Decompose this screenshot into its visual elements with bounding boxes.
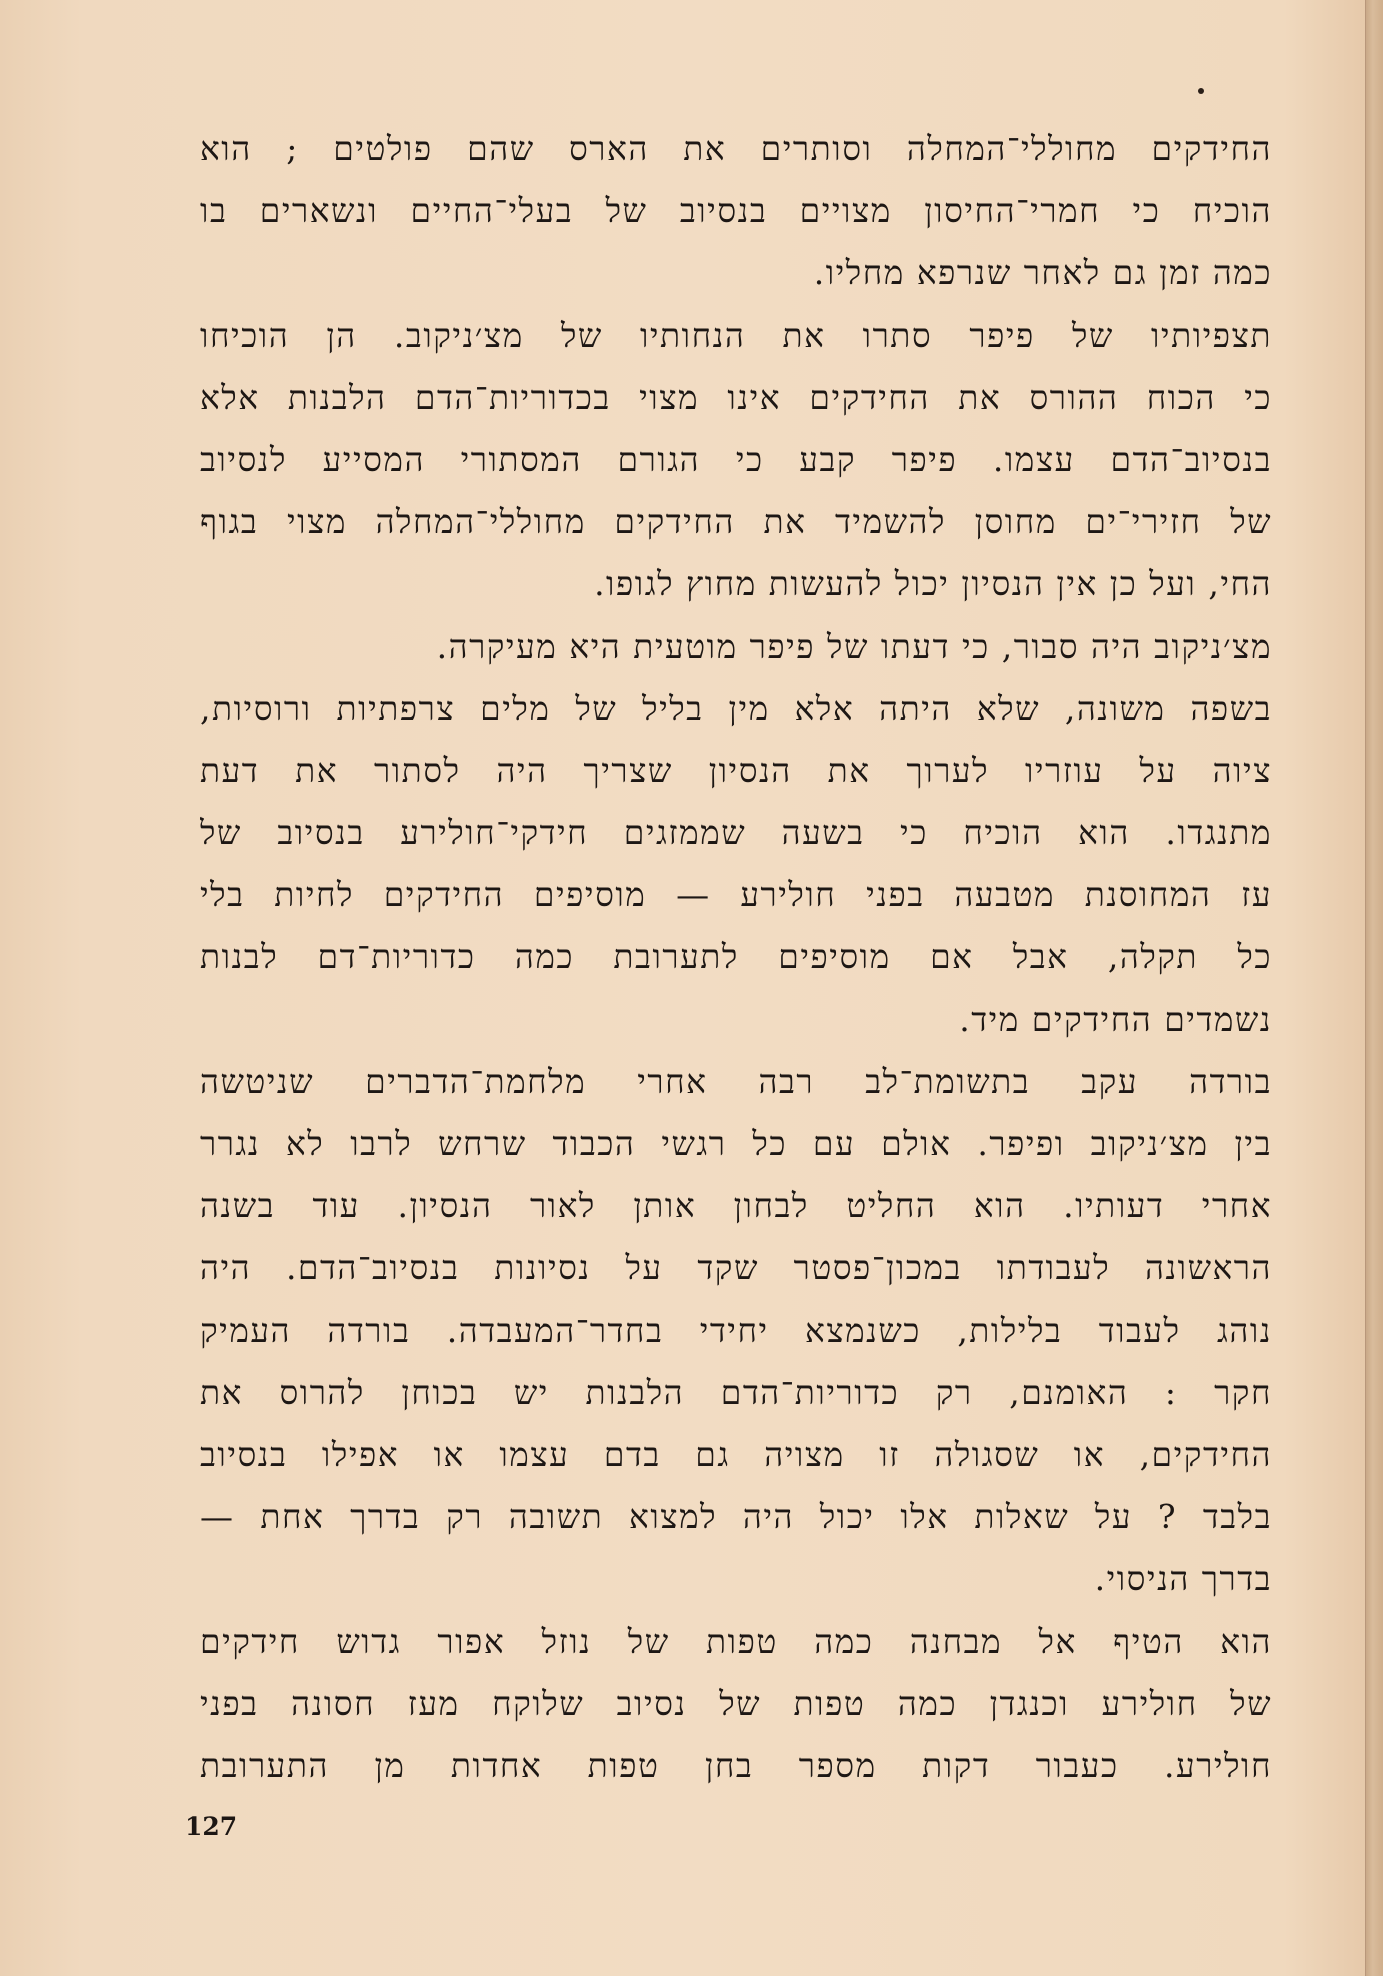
text-line: הראשונה לעבודתו במכון־פסטר שקד על נסיונות בנסיוב־הדם. היה — [200, 1248, 1272, 1288]
text-line: החידקים מחוללי־המחלה וסותרים את הארס שהם פולטים ; הוא — [200, 129, 1272, 168]
text-line: מצ׳ניקוב היה סבור, כי דעתו של פיפר מוטעית היא מעיקרה. — [436, 626, 1272, 666]
text-line: של חולירע וכנגדן כמה טפות של נסיוב שלוקח מעז חסונה בפני — [200, 1683, 1272, 1723]
text-line: בורדה עקב בתשומת־לב רבה אחרי מלחמת־הדברים שניטשה — [200, 1061, 1272, 1101]
text-line: מתנגדו. הוא הוכיח כי בשעה שממזגים חידקי־חולירע בנסיוב של — [200, 813, 1272, 853]
text-line: כי הכוח ההורס את החידקים אינו מצוי בכדוריות־הדם הלבנות אלא — [200, 377, 1272, 417]
text-line: בלבד ? על שאלות אלו יכול היה למצוא תשובה רק בדרך אחת — — [200, 1497, 1272, 1537]
text-line: חקר : האומנם, רק כדוריות־הדם הלבנות יש בכוחן להרוס את — [200, 1372, 1272, 1412]
text-line: בדרך הניסוי. — [1094, 1559, 1272, 1599]
text-line: נשמדים החידקים מיד. — [959, 999, 1272, 1039]
text-line: כמה זמן גם לאחר שנרפא מחליו. — [813, 253, 1272, 293]
text-line: נוהג לעבוד בלילות, כשנמצא יחידי בחדר־המעבדה. בורדה העמיק — [200, 1310, 1272, 1350]
text-line: ציוה על עוזריו לערוך את הנסיון שצריך היה לסתור את דעת — [200, 750, 1272, 790]
text-line: חולירע. כעבור דקות מספר בחן טפות אחדות מן התערובת — [200, 1745, 1272, 1785]
text-line: בין מצ׳ניקוב ופיפר. אולם עם כל רגשי הכבוד שרחש לרבו לא נגרר — [200, 1124, 1272, 1163]
text-line: הוכיח כי חמרי־החיסון מצויים בנסיוב של בעלי־החיים ונשארים בו — [200, 191, 1272, 231]
text-line: תצפיותיו של פיפר סתרו את הנחותיו של מצ׳ניקוב. הן הוכיחו — [200, 315, 1272, 355]
text-line: של חזירי־ים מחוסן להשמיד את החידקים מחוללי־המחלה מצוי בגוף — [200, 502, 1272, 542]
page-number: 127 — [185, 1812, 238, 1841]
ink-speck — [1198, 88, 1204, 94]
text-line: הוא הטיף אל מבחנה כמה טפות של נוזל אפור גדוש חידקים — [200, 1621, 1272, 1661]
text-line: בשפה משונה, שלא היתה אלא מין בליל של מלים צרפתיות ורוסיות, — [200, 688, 1272, 728]
text-line: עז המחוסנת מטבעה בפני חולירע — מוסיפים החידקים לחיות בלי — [200, 875, 1272, 915]
text-line: אחרי דעותיו. הוא החליט לבחון אותן לאור הנסיון. עוד בשנה — [200, 1186, 1272, 1226]
text-line: החידקים, או שסגולה זו מצויה גם בדם עצמו או אפילו בנסיוב — [200, 1434, 1272, 1474]
page-body-text — [200, 118, 1272, 1797]
text-line: החי, ועל כן אין הנסיון יכול להעשות מחוץ לגופו. — [594, 564, 1272, 604]
text-line: כל תקלה, אבל אם מוסיפים לתערובת כמה כדוריות־דם לבנות — [200, 937, 1272, 977]
page-edge — [1365, 0, 1383, 1976]
text-line: בנסיוב־הדם עצמו. פיפר קבע כי הגורם המסתורי המסייע לנסיוב — [200, 439, 1272, 479]
